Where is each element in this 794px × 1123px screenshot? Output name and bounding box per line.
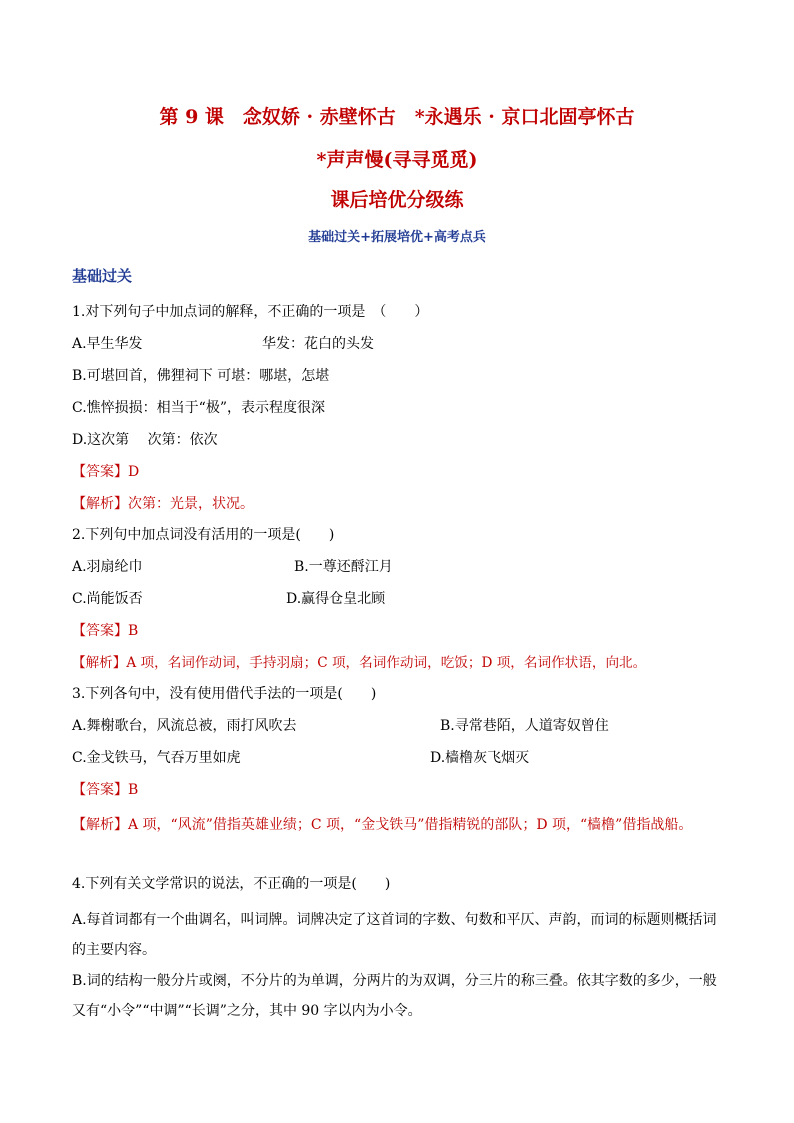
option-d: D.樯橹灰飞烟灭 bbox=[430, 750, 530, 766]
question-4-stem: 4.下列有关文学常识的说法，不正确的一项是( ) bbox=[72, 876, 391, 892]
question-1-option-a bbox=[72, 334, 724, 354]
answer-value: B bbox=[128, 623, 139, 639]
exercise-title: 课后培优分级练 bbox=[330, 189, 464, 211]
question-4-option-a: A.每首词都有一个曲调名，叫词牌。词牌决定了这首词的字数、句数和平仄、声韵，而词的标题则概括词的主要内容。 bbox=[72, 912, 717, 958]
question-1-answer bbox=[72, 462, 139, 482]
exercise-subtitle: 基础过关+拓展培优+高考点兵 bbox=[308, 230, 486, 245]
question-1-analysis bbox=[72, 494, 254, 514]
option-b: B.寻常巷陌，人道寄奴曾住 bbox=[440, 718, 609, 734]
analysis-text: A 项，“风流”借指英雄业绩；C 项，“金戈铁马”借指精锐的部队；D 项，“樯橹”借指战船。 bbox=[128, 817, 693, 833]
question-1-option-c: C.憔悴损损：相当于“极”，表示程度很深 bbox=[72, 400, 325, 416]
answer-value: B bbox=[128, 782, 139, 798]
option-a-left: A.早生华发 bbox=[72, 336, 143, 352]
question-4-option-b: B.词的结构一般分片或阕，不分片的为单调，分两片的为双调，分三片的称三叠。依其字数的多少，一般又有“小令”“中调”“长调”之分，其中 90 字以内为小令。 bbox=[72, 973, 717, 1019]
answer-value: D bbox=[128, 464, 140, 480]
question-2-answer bbox=[72, 621, 138, 641]
question-1-option-d: D.这次第 次第：依次 bbox=[72, 432, 218, 448]
option-d: D.赢得仓皇北顾 bbox=[286, 591, 386, 607]
option-c: C.尚能饭否 bbox=[72, 591, 143, 607]
analysis-label: 【解析】 bbox=[72, 496, 128, 512]
option-a: A.舞榭歌台，风流总被，雨打风吹去 bbox=[72, 718, 297, 734]
option-a-right: 华发：花白的头发 bbox=[262, 336, 374, 352]
question-2-analysis bbox=[72, 653, 646, 673]
question-3-answer bbox=[72, 780, 138, 800]
question-3-analysis bbox=[72, 811, 724, 840]
question-1-option-b: B.可堪回首，佛狸祠下 可堪：哪堪，怎堪 bbox=[72, 368, 330, 384]
question-3-options-ab bbox=[72, 716, 724, 736]
option-b: B.一尊还酹江月 bbox=[294, 559, 393, 575]
question-1-stem: 1.对下列句子中加点词的解释，不正确的一项是 （ ） bbox=[72, 304, 429, 320]
option-a: A.羽扇纶巾 bbox=[72, 559, 143, 575]
analysis-text: A 项，名词作动词，手持羽扇；C 项，名词作动词，吃饭；D 项，名词作状语，向北。 bbox=[126, 655, 647, 671]
answer-label: 【答案】 bbox=[72, 464, 128, 480]
question-2-options-ab bbox=[72, 557, 724, 577]
section-heading: 基础过关 bbox=[72, 267, 133, 285]
analysis-label: 【解析】 bbox=[72, 817, 128, 833]
question-3-stem: 3.下列各句中，没有使用借代手法的一项是( ) bbox=[72, 686, 377, 702]
analysis-label: 【解析】 bbox=[72, 655, 127, 671]
analysis-text: 次第：光景，状况。 bbox=[128, 496, 254, 512]
question-3-options-cd bbox=[72, 748, 724, 768]
question-2-options-cd bbox=[72, 589, 724, 609]
lesson-title-line2: *声声慢(寻寻觅觅) bbox=[316, 149, 478, 171]
question-2-stem: 2.下列句中加点词没有活用的一项是( ) bbox=[72, 527, 335, 543]
answer-label: 【答案】 bbox=[72, 623, 128, 639]
option-c: C.金戈铁马，气吞万里如虎 bbox=[72, 750, 241, 766]
answer-label: 【答案】 bbox=[72, 782, 128, 798]
lesson-title: 第 9 课 念奴娇 · 赤壁怀古 *永遇乐 · 京口北固亭怀古 bbox=[159, 106, 635, 128]
